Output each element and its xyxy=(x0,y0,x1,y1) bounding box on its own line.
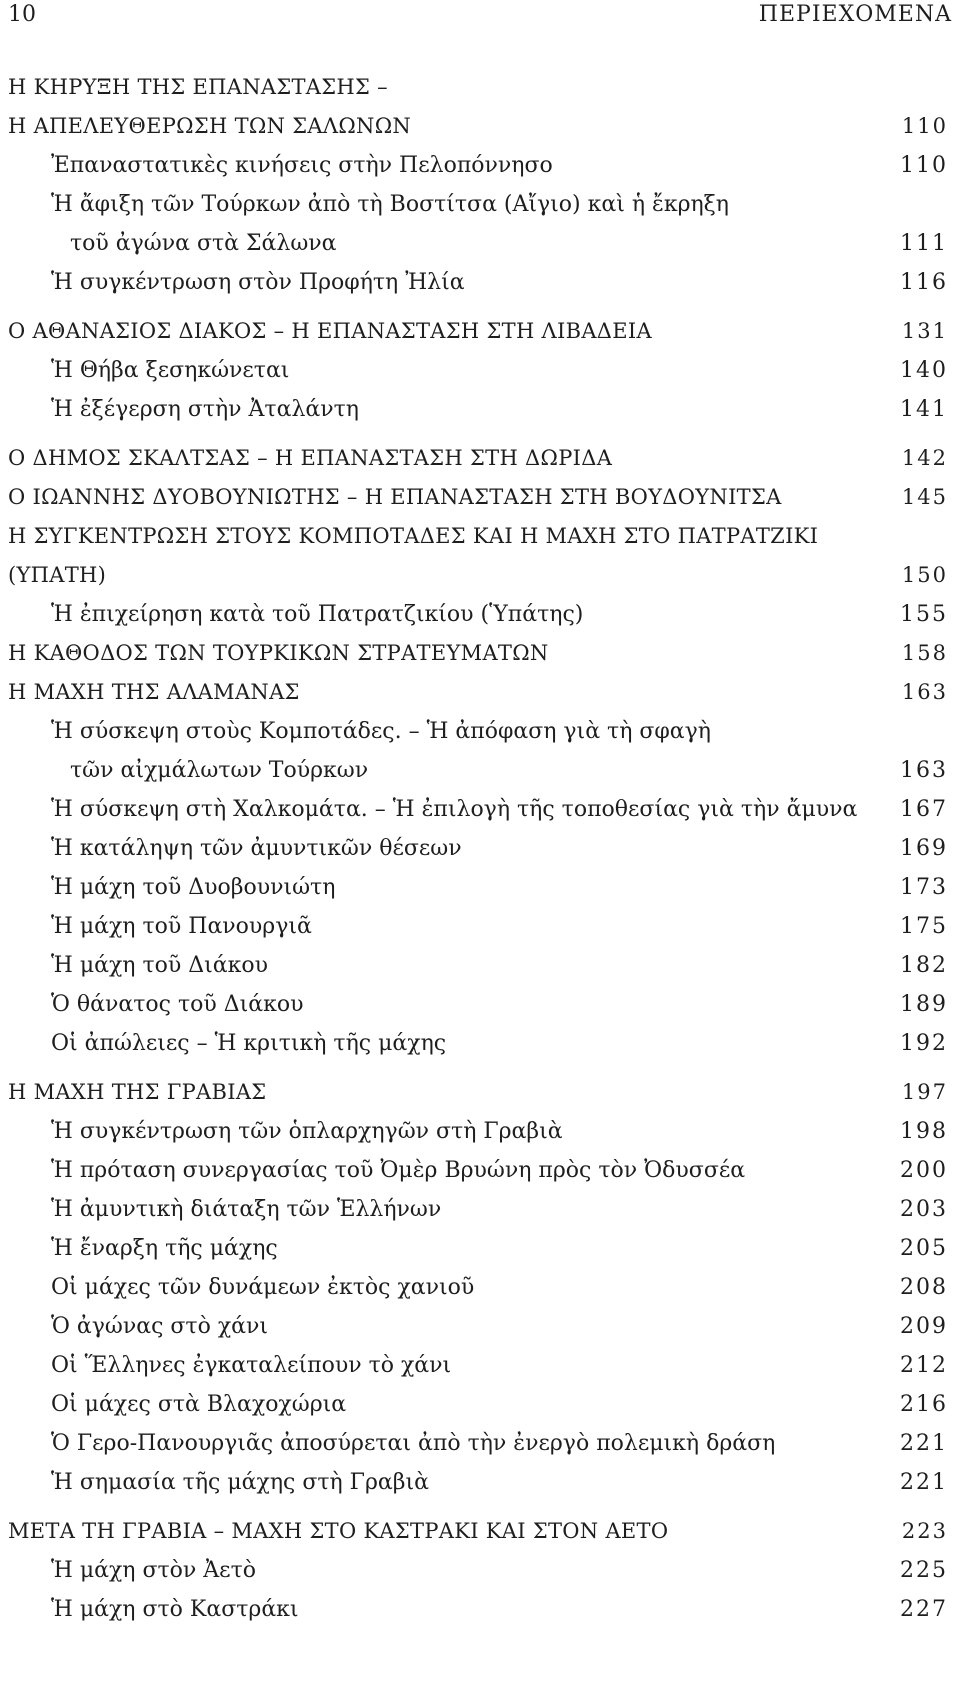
toc-entry xyxy=(8,1590,948,1629)
toc-entry-title: Ἡ ἐπιχείρηση κατὰ τοῦ Πατρατζικίου (Ὑπάτης) xyxy=(51,602,584,627)
toc-entry-title: Η ΚΑΘΟΔΟΣ ΤΩΝ ΤΟΥΡΚΙΚΩΝ ΣΤΡΑΤΕΥΜΑΤΩΝ xyxy=(8,641,549,665)
toc-entry xyxy=(8,1268,948,1307)
toc-entry-page: 155 xyxy=(900,602,948,627)
toc-entry xyxy=(8,595,948,634)
toc-chapter-entry xyxy=(8,673,948,712)
toc-entry-page: 212 xyxy=(900,1353,948,1378)
toc-entry-title: Οἱ ἀπώλειες – Ἡ κριτικὴ τῆς μάχης xyxy=(51,1031,447,1056)
toc-entry-page: 110 xyxy=(900,153,948,178)
toc-chapter-entry xyxy=(8,634,948,673)
toc-entry-page: 189 xyxy=(900,992,948,1017)
toc-entry-page: 192 xyxy=(900,1031,948,1056)
toc-entry-title: Ὁ θάνατος τοῦ Διάκου xyxy=(51,992,304,1017)
toc-entry xyxy=(8,946,948,985)
toc-entry-title: (ΥΠΑΤΗ) xyxy=(8,563,107,587)
toc-entry-title: Ὁ Γερο-Πανουργιᾶς ἀποσύρεται ἀπὸ τὴν ἐνεργὸ πολεμικὴ δράση xyxy=(51,1431,776,1456)
toc-entry-page: 110 xyxy=(901,114,948,138)
toc-entry-title: Ἡ ἄφιξη τῶν Τούρκων ἀπὸ τὴ Βοστίτσα (Αἴγιο) καὶ ἡ ἔκρηξη xyxy=(51,192,729,217)
toc-entry-title: Ἐπαναστατικὲς κινήσεις στὴν Πελοπόννησο xyxy=(51,153,553,178)
toc-entry-page: 205 xyxy=(900,1236,948,1261)
toc-chapter-entry xyxy=(8,68,948,107)
toc-entry-page: 111 xyxy=(900,231,948,256)
toc-entry-page: 200 xyxy=(900,1158,948,1183)
toc-entry xyxy=(8,751,948,790)
toc-entry-title: τοῦ ἀγώνα στὰ Σάλωνα xyxy=(70,231,337,256)
toc-entry-page: 209 xyxy=(900,1314,948,1339)
toc-entry xyxy=(8,1551,948,1590)
toc-chapter-entry xyxy=(8,478,948,517)
toc-entry-title: Ἡ ἔναρξη τῆς μάχης xyxy=(51,1236,278,1261)
toc-entry-title: Η ΜΑΧΗ ΤΗΣ ΑΛΑΜΑΝΑΣ xyxy=(8,680,300,704)
toc-entry-page: 145 xyxy=(901,485,948,509)
toc-entry-page: 225 xyxy=(900,1558,948,1583)
toc-entry xyxy=(8,829,948,868)
toc-entry xyxy=(8,263,948,302)
toc-entry-title: Ἡ σύσκεψη στοὺς Κομποτάδες. – Ἡ ἀπόφαση γιὰ τὴ σφαγὴ xyxy=(51,719,711,744)
toc-entry-title: Ἡ Θήβα ξεσηκώνεται xyxy=(51,358,290,383)
toc-entry-page: 175 xyxy=(900,914,948,939)
toc-entry-title: Ὁ ἀγώνας στὸ χάνι xyxy=(51,1314,269,1339)
toc-entry-page: 173 xyxy=(900,875,948,900)
toc-entry-page: 223 xyxy=(901,1519,948,1543)
toc-entry-page: 141 xyxy=(900,397,948,422)
toc-entry-title: Οἱ μάχες στὰ Βλαχοχώρια xyxy=(51,1392,347,1417)
toc-chapter-entry xyxy=(8,1073,948,1112)
toc-entry xyxy=(8,907,948,946)
toc-chapter-entry xyxy=(8,439,948,478)
table-of-contents xyxy=(8,68,948,1629)
toc-entry-title: Ο ΙΩΑΝΝΗΣ ΔΥΟΒΟΥΝΙΩΤΗΣ – Η ΕΠΑΝΑΣΤΑΣΗ ΣΤΗ ΒΟΥΔΟΥΝΙΤΣΑ xyxy=(8,485,782,509)
toc-entry xyxy=(8,1307,948,1346)
toc-entry-title: Ἡ συγκέντρωση τῶν ὁπλαρχηγῶν στὴ Γραβιὰ xyxy=(51,1119,563,1144)
toc-entry xyxy=(8,185,948,224)
toc-entry xyxy=(8,712,948,751)
toc-entry xyxy=(8,1151,948,1190)
toc-entry-page: 163 xyxy=(901,680,948,704)
toc-entry-title: Ἡ συγκέντρωση στὸν Προφήτη Ἠλία xyxy=(51,270,465,295)
toc-entry-title: Ἡ σύσκεψη στὴ Χαλκομάτα. – Ἡ ἐπιλογὴ τῆς τοποθεσίας γιὰ τὴν ἄμυνα xyxy=(51,797,858,822)
toc-entry-title: Η ΚΗΡΥΞΗ ΤΗΣ ΕΠΑΝΑΣΤΑΣΗΣ – xyxy=(8,75,388,99)
toc-entry-title: τῶν αἰχμάλωτων Τούρκων xyxy=(70,758,369,783)
toc-entry-page: 227 xyxy=(900,1597,948,1622)
toc-entry xyxy=(8,1112,948,1151)
toc-entry-page: 142 xyxy=(901,446,948,470)
toc-entry xyxy=(8,1229,948,1268)
toc-entry-page: 182 xyxy=(900,953,948,978)
toc-entry xyxy=(8,1190,948,1229)
toc-entry xyxy=(8,224,948,263)
toc-entry-page: 203 xyxy=(900,1197,948,1222)
toc-chapter-entry xyxy=(8,312,948,351)
toc-entry xyxy=(8,1463,948,1502)
toc-chapter-entry xyxy=(8,556,948,595)
toc-entry-title: Ο ΔΗΜΟΣ ΣΚΑΛΤΣΑΣ – Η ΕΠΑΝΑΣΤΑΣΗ ΣΤΗ ΔΩΡΙΔΑ xyxy=(8,446,613,470)
toc-entry xyxy=(8,1346,948,1385)
toc-entry-title: Ἡ κατάληψη τῶν ἀμυντικῶν θέσεων xyxy=(51,836,462,861)
toc-entry-title: Ἡ μάχη τοῦ Πανουργιᾶ xyxy=(51,914,312,939)
toc-entry-title: Ἡ ἀμυντικὴ διάταξη τῶν Ἑλλήνων xyxy=(51,1197,442,1222)
toc-entry xyxy=(8,868,948,907)
toc-entry-title: Οἱ μάχες τῶν δυνάμεων ἐκτὸς χανιοῦ xyxy=(51,1275,475,1300)
toc-entry-page: 221 xyxy=(900,1470,948,1495)
page-number: 10 xyxy=(8,2,36,27)
toc-entry xyxy=(8,351,948,390)
toc-chapter-entry xyxy=(8,517,948,556)
toc-entry-title: Ἡ μάχη στὸ Καστράκι xyxy=(51,1597,299,1622)
running-title: ΠΕΡΙΕΧΟΜΕΝΑ xyxy=(758,2,952,27)
toc-entry-page: 216 xyxy=(900,1392,948,1417)
toc-entry-page: 140 xyxy=(900,358,948,383)
toc-chapter-entry xyxy=(8,1512,948,1551)
toc-entry-page: 197 xyxy=(901,1080,948,1104)
toc-entry-title: Ο ΑΘΑΝΑΣΙΟΣ ΔΙΑΚΟΣ – Η ΕΠΑΝΑΣΤΑΣΗ ΣΤΗ ΛΙΒΑΔΕΙΑ xyxy=(8,319,652,343)
toc-entry xyxy=(8,146,948,185)
toc-chapter-entry xyxy=(8,107,948,146)
toc-entry-title: Η ΑΠΕΛΕΥΘΕΡΩΣΗ ΤΩΝ ΣΑΛΩΝΩΝ xyxy=(8,114,412,138)
toc-entry-page: 169 xyxy=(900,836,948,861)
toc-entry-title: Ἡ μάχη τοῦ Διάκου xyxy=(51,953,269,978)
toc-entry xyxy=(8,1385,948,1424)
toc-entry xyxy=(8,1424,948,1463)
toc-entry-page: 198 xyxy=(900,1119,948,1144)
toc-entry-title: Οἱ Ἕλληνες ἐγκαταλείπουν τὸ χάνι xyxy=(51,1353,452,1378)
toc-entry xyxy=(8,1024,948,1063)
toc-entry-page: 158 xyxy=(901,641,948,665)
toc-entry-page: 150 xyxy=(901,563,948,587)
page-header xyxy=(8,0,952,30)
toc-entry-page: 131 xyxy=(901,319,948,343)
toc-entry-title: Ἡ ἐξέγερση στὴν Ἀταλάντη xyxy=(51,397,359,422)
toc-entry xyxy=(8,790,948,829)
toc-entry-title: Η ΣΥΓΚΕΝΤΡΩΣΗ ΣΤΟΥΣ ΚΟΜΠΟΤΑΔΕΣ ΚΑΙ Η ΜΑΧΗ ΣΤΟ ΠΑΤΡΑΤΖΙΚΙ xyxy=(8,524,819,548)
toc-entry-title: Ἡ μάχη στὸν Ἀετὸ xyxy=(51,1558,256,1583)
toc-entry-page: 221 xyxy=(900,1431,948,1456)
toc-entry-page: 116 xyxy=(900,270,948,295)
toc-entry-title: ΜΕΤΑ ΤΗ ΓΡΑΒΙΑ – ΜΑΧΗ ΣΤΟ ΚΑΣΤΡΑΚΙ ΚΑΙ ΣΤΟΝ ΑΕΤΟ xyxy=(8,1519,669,1543)
toc-entry-page: 163 xyxy=(900,758,948,783)
toc-entry-title: Ἡ σημασία τῆς μάχης στὴ Γραβιὰ xyxy=(51,1470,429,1495)
toc-entry-title: Η ΜΑΧΗ ΤΗΣ ΓΡΑΒΙΑΣ xyxy=(8,1080,267,1104)
toc-entry-page: 167 xyxy=(900,797,948,822)
toc-entry xyxy=(8,985,948,1024)
toc-entry-page: 208 xyxy=(900,1275,948,1300)
toc-entry xyxy=(8,390,948,429)
toc-entry-title: Ἡ πρόταση συνεργασίας τοῦ Ὀμὲρ Βρυώνη πρὸς τὸν Ὀδυσσέα xyxy=(51,1158,746,1183)
toc-entry-title: Ἡ μάχη τοῦ Δυοβουνιώτη xyxy=(51,875,336,900)
